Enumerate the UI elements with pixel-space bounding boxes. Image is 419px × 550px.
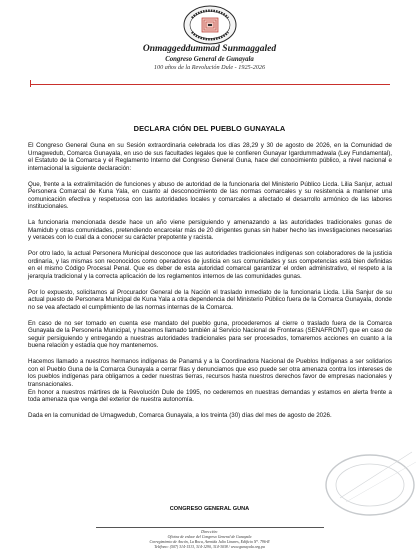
congress-seal-logo — [179, 3, 241, 47]
document-title: DECLARA CIÓN DEL PUEBLO GUNAYALA — [133, 124, 286, 133]
header-divider-line — [30, 84, 390, 85]
footer-office: Oficina de enlace del Congreso General de Gunayala — [167, 535, 252, 539]
footer-label: Dirección: — [201, 530, 218, 534]
letterhead — [0, 44, 419, 72]
organization-name: Onmaggeddummad Sunmaggaled — [142, 44, 277, 54]
organization-anniversary: 100 años de la Revolución Dule - 1925-2026 — [153, 64, 266, 71]
paragraph-request: Por lo expuesto, solicitamos al Procurador General de la Nación el traslado inmediato de la funcionaria Licda. Lilia Sanjur de su actual puesto de Personera Municipal de Kuna Yala a otra dependencia del Ministerio Público fuera de la Comarca Gunayala, donde no se vea afectado el cumplimiento de las normas internas de la Comarca. — [28, 288, 392, 311]
signature-block: CONGRESO GENERAL GUNA — [169, 506, 250, 512]
footer-contact: Teléfono: (507) 314-1513, 314-1290, 314-3038 / www.gunayala.org.pa — [154, 545, 265, 549]
organization-subtitle: Congreso General de Gunayala — [165, 56, 254, 63]
paragraph-authorities: Por otro lado, la actual Personera Municipal desconoce que las autoridades tradicionales indígenas son colaboradores de la justicia ordinaria, y las mismas son reconocidos como operadores de justicia en sus comunidades y sus competencias está bien definidas en el mismo Código Procesal Penal. Que es deber de esta autoridad comarcal garantizar el orden administrativo, el respeto a la jerarquía tradicional y la correcta aplicación de los reglamentos internos de las comunidades gunas. — [28, 250, 392, 280]
document-body — [28, 142, 392, 428]
paragraph-persecution: La funcionaria mencionada desde hace un año viene persiguiendo y amenazando a las autoridades tradicionales gunas de Mamidub y otras comunidades, pretendiendo encarcelar más de 20 dirigentes gunas sin haber hecho las investigaciones necesarias y veraces con lo cual da a conocer su carácter prepotente y racista. — [28, 219, 392, 242]
paragraph-dated: Dada en la comunidad de Urnagwedub, Comarca Gunayala, a los treinta (30) días del mes de agosto de 2026. — [28, 411, 332, 419]
footer-divider — [96, 527, 324, 528]
paragraph-abuse: Que, frente a la extralimitación de funciones y abuso de autoridad de la funcionaria del Ministerio Público Licda. Lilia Sanjur, actual Personera Comarcal de Kuna Yala, en cuanto al desconocimiento de las normas comarcales y su resistencia a mantener una comunicación efectiva y respetuosa con las autoridades locales y comarcales a afectado el desarrollo armónico de las labores institucionales. — [28, 180, 392, 211]
footer-street: Corregimiento de Ancón, La Boca, Avenida Julio Linares, Edificio N°. 796-R — [149, 540, 270, 544]
paragraph-warning: En caso de no ser tomado en cuenta ese mandato del pueblo guna, procederemos al cierre o traslado fuera de la Comarca Gunayala de la Personería Municipal, y hacemos llamado también al Servicio Nacional de Fronteras (SENAFRONT) que en caso de seguir persiguiendo y entregando a nuestras autoridades tradicionales para ser procesados, tomaremos acciones en cuanto a la buena relación y estadía que hoy mantenemos. — [28, 319, 392, 350]
paragraph-solidarity: Hacemos llamado a nuestros hermanos indígenas de Panamá y a la Coordinadora Nacional de Pueblos Indígenas a ser solidarios con el Pueblo Guna de la Comarca Gunayala a cerrar filas y denunciamos que eso puede ser otra amenaza contra los intereses de los pueblos indígenas para obligarnos a ceder nuestras tierras, recursos hasta nuestros derechos favor de empresas nacionales y transnacionales. En honor a nuestros mártires de la Revolución Dule de 1995, no cederemos en nuestras demandas y estamos en alerta frente a toda amenaza que venga del exterior de nuestra autonomía. — [28, 358, 392, 404]
footer-address — [0, 530, 419, 550]
official-stamp — [300, 440, 419, 540]
paragraph-intro: El Congreso General Guna en su Sesión extraordinaria celebrada los días 28,29 y 30 de agosto de 2026, en la Comunidad de Urnagwedub, Comarca Gunayala, en uso de sus facultades legales que le confieren Gunayar Igardummadwala (Ley Fundamental), el Estatuto de la Comarca y el Reglamento Interno del Congreso General Guna, hace del conocimiento público, a nivel nacional e internacional la siguiente declaración: — [28, 142, 392, 172]
